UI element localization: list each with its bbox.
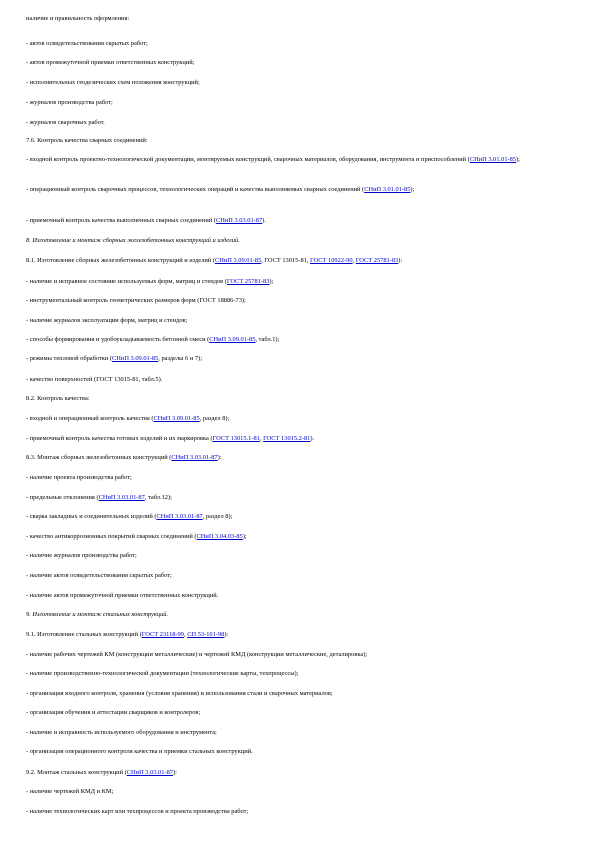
paragraph xyxy=(26,119,571,127)
paragraph-text: - организация обучения и аттестации сварщиков и контролеров; xyxy=(26,709,201,716)
standard-link[interactable]: ГОСТ 25781-83 xyxy=(355,257,399,264)
paragraph-text: , xyxy=(184,631,188,638)
paragraph xyxy=(26,355,571,363)
standard-link[interactable]: СНиП 3.03.01-87 xyxy=(215,217,263,224)
paragraph xyxy=(26,297,571,305)
standard-link[interactable]: СП 53-101-98 xyxy=(187,631,225,638)
paragraph xyxy=(26,709,571,717)
paragraph-text: - режимы тепловой обработки ( xyxy=(26,355,113,362)
paragraph xyxy=(26,257,571,265)
paragraph-text: ); xyxy=(269,278,274,285)
paragraph-text: - операционный контроль сварочных процессов, технологических операций и качества выполняемых сварных соединений ( xyxy=(26,186,365,193)
paragraph-text: - наличие чертежей КМД и КМ; xyxy=(26,788,114,795)
standard-link[interactable]: ГОСТ 23118-99 xyxy=(141,631,185,638)
paragraph-text: - наличие рабочих чертежей КМ (конструкции металлические) и чертежей КМД (конструкции металлические, деталировка); xyxy=(26,651,368,658)
paragraph xyxy=(26,631,571,639)
paragraph xyxy=(26,788,571,796)
paragraph xyxy=(26,435,571,443)
paragraph xyxy=(26,376,571,384)
paragraph-text: - качество поверхностей (ГОСТ 13015-81, табл.5). xyxy=(26,376,163,383)
standard-link[interactable]: ГОСТ 13015.1-81 xyxy=(212,435,260,442)
paragraph-text: - способы формирования и удобоукладываемость бетонной смеси ( xyxy=(26,336,210,343)
paragraph-text: ); xyxy=(516,156,520,163)
standard-link[interactable]: СНиП 3.04.03-85 xyxy=(196,533,243,540)
paragraph xyxy=(26,454,571,462)
paragraph xyxy=(26,186,571,194)
paragraph xyxy=(26,808,571,816)
paragraph xyxy=(26,729,571,737)
paragraph-text: - наличие производственно-технологической документации (технологические карты, техпроцессы); xyxy=(26,670,299,677)
paragraph-text: - журналов производства работ; xyxy=(26,99,113,106)
paragraph-text: - наличие актов освидетельствования скрытых работ; xyxy=(26,572,172,579)
paragraph xyxy=(26,156,571,164)
standard-link[interactable]: СНиП 3.03.01-87 xyxy=(171,454,218,461)
paragraph-text: , xyxy=(352,257,356,264)
paragraph-text: ). xyxy=(310,435,315,442)
paragraph-text: - приемочный контроль качества выполненных сварных соединений ( xyxy=(26,217,216,224)
paragraph xyxy=(26,474,571,482)
standard-link[interactable]: СНиП 3.09.01-85 xyxy=(209,336,256,343)
paragraph-text: - наличие и исправное состояние используемых форм, матриц и стендов ( xyxy=(26,278,227,285)
paragraph-text: - приемочный контроль качества готовых изделий и их маркировка ( xyxy=(26,435,213,442)
paragraph-text: - наличие журналов производства работ; xyxy=(26,552,137,559)
paragraph xyxy=(26,278,571,286)
paragraph xyxy=(26,59,571,67)
paragraph-text: - актов промежуточной приемки ответственных конструкций; xyxy=(26,59,195,66)
paragraph-text: 8.1. Изготовление сборных железобетонных конструкций и изделий ( xyxy=(26,257,215,264)
standard-link[interactable]: ГОСТ 10922-90 xyxy=(310,257,353,264)
paragraph xyxy=(26,217,571,225)
paragraph-text: 7.6. Контроль качества сварных соединений: xyxy=(26,137,148,144)
paragraph-text: ): xyxy=(172,769,177,776)
paragraph-text: 8. Изготовление и монтаж сборных железобетонных конструкций и изделий. xyxy=(26,237,240,244)
paragraph-text: - исполнительных геодезических схем положения конструкций; xyxy=(26,79,200,86)
paragraph xyxy=(26,99,571,107)
paragraph xyxy=(26,651,571,659)
paragraph-text: - организация операционного контроля качества и приемки стальных конструкций. xyxy=(26,748,253,755)
paragraph-text: , ГОСТ 13015-81, xyxy=(261,257,311,264)
paragraph xyxy=(26,769,571,777)
paragraph-text: 9.1. Изготовление стальных конструкций ( xyxy=(26,631,142,638)
paragraph-text: ): xyxy=(224,631,229,638)
paragraph xyxy=(26,690,571,698)
paragraph xyxy=(26,40,571,48)
standard-link[interactable]: СНиП 3.03.01-87 xyxy=(156,513,203,520)
paragraph-text: - сварка закладных и соединительных изделий ( xyxy=(26,513,157,520)
paragraph-text: ). xyxy=(262,217,266,224)
paragraph-text: ): xyxy=(217,454,222,461)
standard-link[interactable]: СНиП 3.09.01-85 xyxy=(214,257,262,264)
standard-link[interactable]: СНиП 3.09.01-85 xyxy=(153,415,200,422)
paragraph-text: 8.3. Монтаж сборных железобетонных конструкций ( xyxy=(26,454,172,461)
standard-link[interactable]: СНиП 3.03.01-87 xyxy=(98,494,145,501)
paragraph-text: ); xyxy=(242,533,247,540)
paragraph-text: , раздел 8); xyxy=(199,415,230,422)
paragraph-text: ); xyxy=(410,186,415,193)
paragraph-text: - предельные отклонения ( xyxy=(26,494,99,501)
paragraph xyxy=(26,748,571,756)
paragraph-text: - качество антикоррозионных покрытий сварных соединений ( xyxy=(26,533,197,540)
paragraph xyxy=(26,670,571,678)
paragraph-text: ): xyxy=(398,257,403,264)
standard-link[interactable]: СНиП 3.01.01-85 xyxy=(469,156,517,163)
paragraph-text: 9. Изготовление и монтаж стальных конструкций. xyxy=(26,611,169,618)
paragraph xyxy=(26,592,571,600)
paragraph-text: - входной контроль проектно-технологической документации, монтируемых конструкций, сварочных материалов, оборудования, инструмента и приспособлений ( xyxy=(26,156,470,163)
paragraph-text: наличие и правильность оформления: xyxy=(26,15,130,22)
standard-link[interactable]: ГОСТ 13015.2-81 xyxy=(263,435,311,442)
paragraph-text: - журналов сварочных работ. xyxy=(26,119,105,126)
paragraph-text: 8.2. Контроль качества: xyxy=(26,395,90,402)
paragraph xyxy=(26,552,571,560)
paragraph xyxy=(26,415,571,423)
section-heading xyxy=(26,611,571,619)
paragraph xyxy=(26,336,571,344)
standard-link[interactable]: СНиП 3.01.01-85 xyxy=(364,186,411,193)
paragraph xyxy=(26,15,571,23)
standard-link[interactable]: СНиП 3.09.01-85 xyxy=(112,355,159,362)
paragraph xyxy=(26,494,571,502)
paragraph-text: - наличие и исправность используемого оборудования и инструмента; xyxy=(26,729,217,736)
standard-link[interactable]: ГОСТ 25781-83 xyxy=(226,278,270,285)
paragraph-text: - организация входного контроля, хранения (условия хранения) и использования стали и сварочных материалов; xyxy=(26,690,333,697)
paragraph-text: - входной и операционный контроль качества ( xyxy=(26,415,154,422)
paragraph-text: , табл.1); xyxy=(255,336,280,343)
paragraph-text: , разделы 6 и 7); xyxy=(158,355,202,362)
paragraph xyxy=(26,317,571,325)
paragraph-text: - наличие актов промежуточной приемки ответственных конструкций. xyxy=(26,592,219,599)
paragraph-text: - инструментальный контроль геометрических размеров форм (ГОСТ 18886-73); xyxy=(26,297,246,304)
paragraph-text: - наличие проекта производства работ; xyxy=(26,474,132,481)
paragraph-text: , xyxy=(259,435,264,442)
paragraph xyxy=(26,533,571,541)
standard-link[interactable]: СНиП 3.03.01-87 xyxy=(126,769,173,776)
paragraph xyxy=(26,513,571,521)
paragraph xyxy=(26,572,571,580)
section-heading xyxy=(26,237,571,245)
paragraph-text: - актов освидетельствования скрытых работ; xyxy=(26,40,148,47)
paragraph-text: , раздел 8); xyxy=(202,513,233,520)
paragraph xyxy=(26,79,571,87)
paragraph xyxy=(26,137,571,145)
paragraph-text: , табл.12); xyxy=(144,494,172,501)
paragraph-text: 9.2. Монтаж стальных конструкций ( xyxy=(26,769,127,776)
paragraph xyxy=(26,395,571,403)
paragraph-text: - наличие технологических карт или техпроцессов и проекта производства работ; xyxy=(26,808,249,815)
paragraph-text: - наличие журналов эксплуатации форм, матриц и стендов; xyxy=(26,317,188,324)
